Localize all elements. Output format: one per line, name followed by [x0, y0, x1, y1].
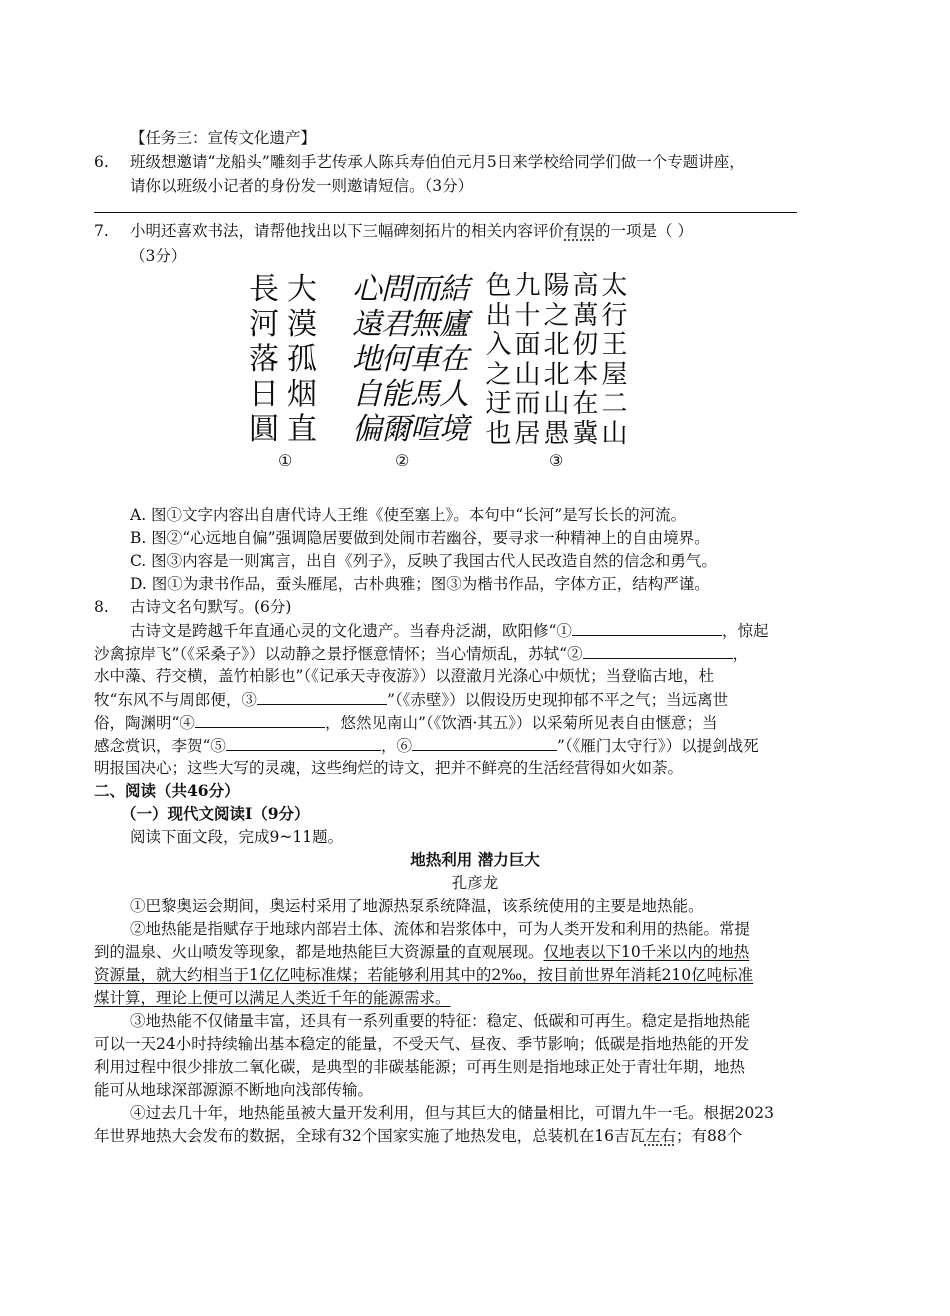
- q8-line6: [94, 734, 759, 757]
- glyph: 北: [543, 359, 570, 390]
- q8-line1: [130, 619, 768, 642]
- q8-line7: 明报国决心；这些大写的灵魂，这些绚烂的诗文，把并不鲜亮的生活经营得如火如荼。: [94, 759, 684, 777]
- q8-line4: [94, 688, 728, 711]
- q7-text-after: 的一项是（ ）: [595, 222, 693, 240]
- fig3-col-2: [571, 272, 600, 449]
- q7-option-a[interactable]: A. 图①文字内容出自唐代诗人王维《使至塞上》。本句中“长河”是写长长的河流。: [130, 506, 687, 524]
- glyph: 高: [572, 271, 599, 301]
- blank-5[interactable]: [226, 734, 381, 751]
- q8-line3: 水中藻、荇交横，盖竹柏影也”（《记承天寺夜游》）以澄澈月光涤心中烦忧；当登临古地，杜: [94, 667, 715, 685]
- figure-1-caption: ①: [278, 451, 293, 470]
- glyph: 本: [572, 359, 599, 390]
- glyph: 而: [514, 389, 541, 419]
- glyph: 君: [381, 307, 411, 342]
- fig2-col-1: [436, 272, 472, 447]
- fig1-col-1: [284, 272, 320, 447]
- glyph: 入: [485, 330, 512, 360]
- fig1-col-2: [246, 272, 282, 447]
- section2-subheading: （一）现代文阅读Ⅰ（9分）: [121, 804, 310, 823]
- q6-line1: 班级想邀请“龙船头”雕刻手艺传承人陈兵寿伯伯元月5日来学校给同学们做一个专题讲座，: [130, 153, 745, 171]
- glyph: 在: [439, 342, 469, 377]
- q8-text: ”（《赤壁》）以假设历史现抑郁不平之气；当远离世: [386, 691, 729, 709]
- glyph: 十: [514, 300, 541, 331]
- glyph: 之: [485, 359, 512, 390]
- article-title: 地热利用 潜力巨大: [410, 850, 540, 869]
- article-author: 孔彦龙: [451, 874, 499, 892]
- glyph: 馬: [410, 377, 440, 412]
- glyph: 偏: [352, 412, 382, 447]
- glyph: 爾: [381, 412, 411, 447]
- glyph: 冀: [572, 418, 599, 449]
- blank-6[interactable]: [412, 734, 557, 751]
- glyph: 孤: [287, 342, 317, 377]
- glyph: 境: [439, 412, 469, 447]
- task3-heading: 【任务三：宣传文化遗产】: [130, 129, 317, 147]
- blank-4[interactable]: [195, 711, 325, 728]
- q7-option-d[interactable]: D. 图①为隶书作品，蚕头雁尾，古朴典雅；图③为楷书作品，字体方正，结构严谨。: [130, 575, 710, 593]
- q8-text: ，惊起: [721, 622, 769, 640]
- glyph: 大: [287, 272, 317, 307]
- glyph: 萬: [572, 300, 599, 331]
- figure-2-caption: ②: [395, 451, 410, 470]
- q8-text: 俗，陶渊明“④: [94, 714, 195, 732]
- article-p4-line2: [94, 1125, 742, 1147]
- glyph: 山: [601, 418, 628, 449]
- glyph: 能: [381, 377, 411, 412]
- p2-text: 到的温泉、火山喷发等现象，都是地热能巨大资源量的直观展现。: [94, 943, 544, 961]
- article-p2-line4: 煤计算，理论上便可以满足人类近千年的能源需求。: [94, 989, 451, 1007]
- glyph: 屋: [601, 359, 628, 390]
- glyph: 車: [410, 342, 440, 377]
- q7-number: 7.: [94, 222, 109, 240]
- glyph: 陽: [543, 271, 570, 301]
- glyph: 遠: [352, 307, 382, 342]
- glyph: 烟: [287, 377, 317, 412]
- glyph: 山: [514, 359, 541, 390]
- glyph: 面: [514, 330, 541, 360]
- glyph: 日: [249, 377, 279, 412]
- glyph: 何: [381, 342, 411, 377]
- q8-text: 古诗文是跨越千年直通心灵的文化遗产。当春舟泛湖，欧阳修“①: [130, 622, 572, 640]
- article-p2-line1: ②地热能是指赋存于地球内部岩土体、流体和岩浆体中，可为人类开发和利用的热能。常提: [130, 920, 751, 938]
- glyph: 無: [410, 307, 440, 342]
- q6-number: 6.: [94, 153, 109, 171]
- glyph: 問: [381, 272, 411, 307]
- glyph: 人: [439, 377, 469, 412]
- glyph: 直: [287, 412, 317, 447]
- glyph: 迂: [485, 389, 512, 419]
- q8-text: ”（《雁门太守行》）以提剑战死: [556, 737, 759, 755]
- q8-title: 古诗文名句默写。(6分): [130, 598, 292, 616]
- q7-option-b[interactable]: B. 图②“心远地自偏”强调隐居要做到处闹市若幽谷，要寻求一种精神上的自由境界。: [130, 529, 710, 547]
- p4-emphasis: 左右: [644, 1127, 676, 1145]
- glyph: 之: [543, 300, 570, 331]
- blank-3[interactable]: [257, 688, 387, 705]
- p4-text: 年世界地热大会发布的数据，全球有32个国家实施了地热发电，总装机在16吉瓦: [94, 1127, 645, 1145]
- article-p3-line3: 利用过程中很少排放二氧化碳，是典型的非碳基能源；可再生则是指地球正处于青壮年期，地热: [94, 1058, 746, 1076]
- glyph: 出: [485, 300, 512, 331]
- glyph: 喧: [410, 412, 440, 447]
- glyph: 圓: [249, 412, 279, 447]
- glyph: 地: [352, 342, 382, 377]
- calligraphy-figure-2: [349, 272, 467, 447]
- q7-score: （3分）: [130, 247, 187, 265]
- q8-number: 8.: [94, 598, 109, 616]
- glyph: 長: [249, 272, 279, 307]
- glyph: 山: [543, 389, 570, 419]
- glyph: 愚: [543, 418, 570, 449]
- q7-text-before: 小明还喜欢书法，请帮他找出以下三幅碑刻拓片的相关内容评价: [130, 222, 565, 240]
- fig3-col-1: [600, 272, 629, 449]
- glyph: 行: [601, 300, 628, 331]
- blank-2[interactable]: [583, 642, 733, 659]
- q6-answer-line[interactable]: [94, 212, 797, 213]
- glyph: 也: [485, 418, 512, 449]
- glyph: 二: [601, 389, 628, 419]
- glyph: 色: [485, 271, 512, 301]
- q7-stem: [130, 220, 693, 242]
- article-p2-line2: [94, 941, 749, 963]
- q7-option-c[interactable]: C. 图③内容是一则寓言，出自《列子》，反映了我国古代人民改造自然的信念和勇气。: [130, 552, 717, 570]
- glyph: 仞: [572, 330, 599, 360]
- glyph: 落: [249, 342, 279, 377]
- blank-1[interactable]: [572, 619, 722, 636]
- article-p3-line2: 可以一天24小时持续输出基本稳定的能量，不受天气、昼夜、季节影响；低碳是指地热能的开发: [94, 1035, 750, 1053]
- q8-text: 牧“东风不与周郎便，③: [94, 691, 257, 709]
- q7-emphasis: 有误: [564, 222, 596, 240]
- section2-heading: 二、阅读（共46分）: [94, 781, 240, 800]
- fig3-col-5: [484, 272, 513, 449]
- glyph: 漠: [287, 307, 317, 342]
- glyph: 居: [514, 418, 541, 449]
- article-p3-line4: 能可从地球深部源源不断地向浅部传输。: [94, 1081, 374, 1099]
- q8-text: 沙禽掠岸飞”（《采桑子》）以动静之景抒惬意情怀；当心情烦乱，苏轼“②: [94, 645, 583, 663]
- article-p3-line1: ③地热能不仅储量丰富，还具有一系列重要的特征：稳定、低碳和可再生。稳定是指地热能: [130, 1012, 751, 1030]
- q8-line2: [94, 642, 748, 665]
- article-p4-line1: ④过去几十年，地热能虽被大量开发利用，但与其巨大的储量相比，可谓九牛一毛。根据2023: [130, 1104, 774, 1122]
- q8-line5: [94, 711, 718, 734]
- q8-text: ，悠然见南山”（《饮酒·其五》）以采菊所见表自由惬意；当: [324, 714, 718, 732]
- article-p1: ①巴黎奥运会期间，奥运村采用了地源热泵系统降温，该系统使用的主要是地热能。: [130, 897, 704, 915]
- glyph: 自: [352, 377, 382, 412]
- glyph: 心: [352, 272, 382, 307]
- fig3-col-4: [513, 272, 542, 449]
- glyph: 廬: [439, 307, 469, 342]
- glyph: 河: [249, 307, 279, 342]
- p4-text: ；有88个: [675, 1127, 743, 1145]
- glyph: 太: [601, 271, 628, 301]
- q8-text: ，⑥: [380, 737, 412, 755]
- p2-underlined-text: 仅地表以下10千米以内的地热: [543, 943, 750, 961]
- calligraphy-figure-1: [246, 272, 321, 447]
- article-p2-line3: 资源量，就大约相当于1亿亿吨标准煤；若能够利用其中的2‰，按目前世界年消耗210亿吨标准: [94, 966, 754, 984]
- fig3-col-3: [542, 272, 571, 449]
- glyph: 九: [514, 271, 541, 301]
- glyph: 在: [572, 389, 599, 419]
- glyph: 而: [410, 272, 440, 307]
- q6-line2: 请你以班级小记者的身份发一则邀请短信。（3分）: [130, 177, 474, 195]
- glyph: 結: [439, 272, 469, 307]
- glyph: 北: [543, 330, 570, 360]
- glyph: 王: [601, 330, 628, 360]
- q8-text: 感念赏识，李贺“⑤: [94, 737, 226, 755]
- q8-text: ，: [732, 645, 749, 663]
- figure-3-caption: ③: [549, 451, 564, 470]
- calligraphy-figure-3: [484, 272, 628, 447]
- section2-instruction: 阅读下面文段，完成9~11题。: [130, 828, 344, 846]
